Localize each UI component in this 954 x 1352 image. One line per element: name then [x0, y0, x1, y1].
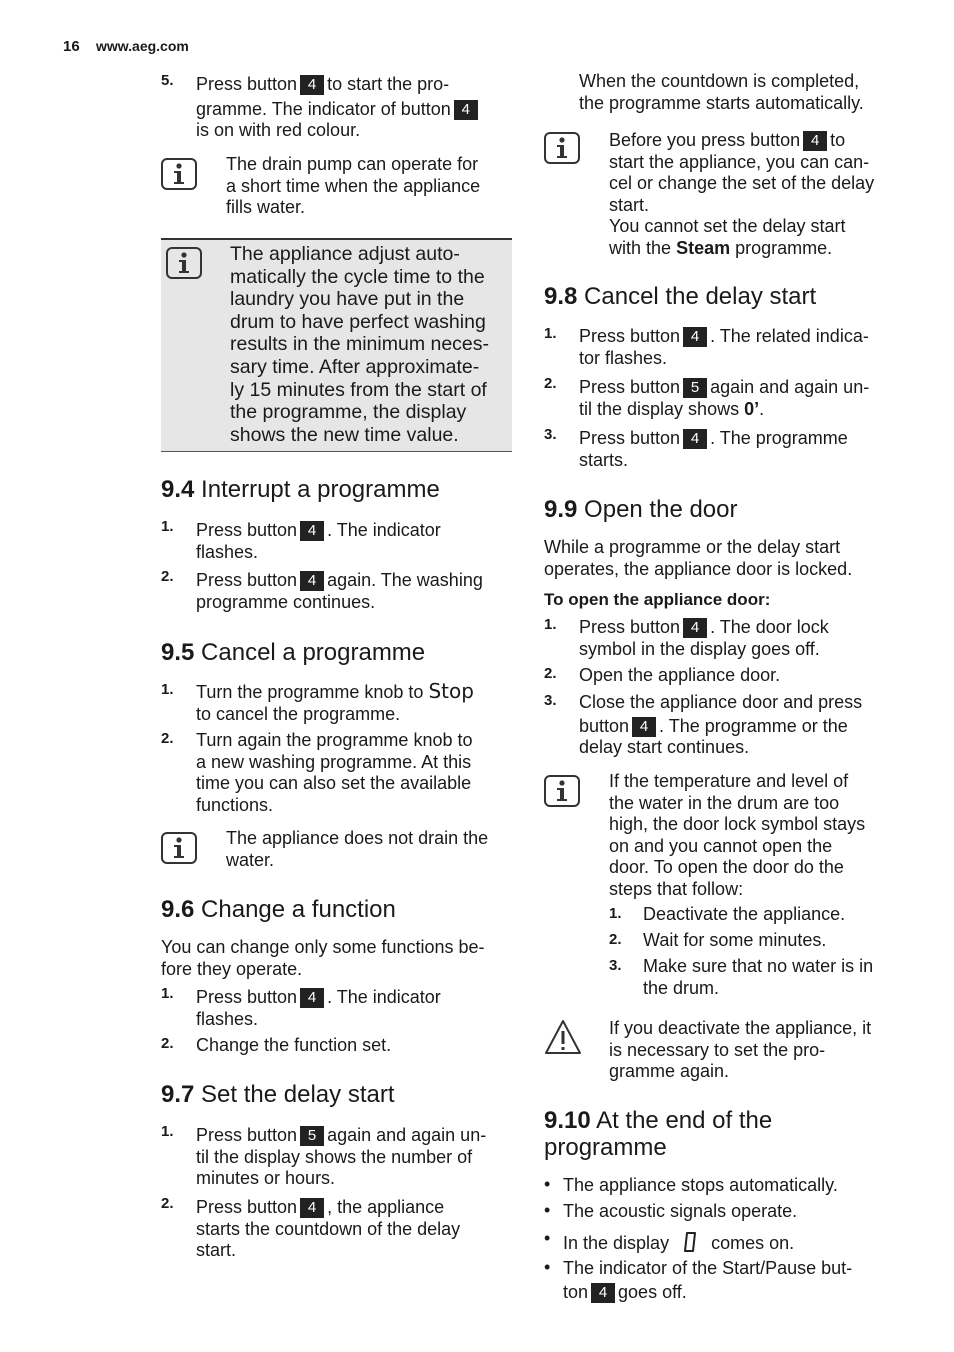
- button-badge: 4: [683, 618, 707, 638]
- info-note: The drain pump can operate for a short time when the appliance fills water.: [226, 154, 481, 217]
- button-badge: 4: [300, 75, 324, 95]
- info-icon: [161, 158, 197, 190]
- button-badge: 4: [803, 131, 827, 151]
- section-heading-9-8: 9.8 Cancel the delay start: [544, 283, 817, 310]
- paragraph: You can change only some functions be- fore they operate.: [161, 937, 485, 979]
- button-badge: 4: [300, 1198, 324, 1218]
- step-number: 2.: [161, 1195, 174, 1212]
- button-badge: 4: [300, 571, 324, 591]
- step-number: 2.: [544, 375, 557, 392]
- info-note: Before you press button 4 to start the appliance, you can can- cel or change the set of the delay start. You cannot set the delay start with the Steam programme.: [609, 130, 875, 258]
- section-heading-9-6: 9.6 Change a function: [161, 896, 396, 923]
- step-number: 5.: [161, 72, 174, 89]
- info-icon: [544, 775, 580, 807]
- step-text: Close the appliance door and press button 4 . The programme or the delay start continues.: [579, 692, 863, 757]
- subheading: To open the appliance door:: [544, 590, 771, 609]
- step-number: 1.: [544, 616, 557, 633]
- bullet: •: [544, 1228, 551, 1248]
- info-note: The appliance does not drain the water.: [226, 828, 489, 870]
- step-text: Wait for some minutes.: [643, 930, 827, 950]
- section-heading-9-4: 9.4 Interrupt a programme: [161, 476, 440, 503]
- page-number: 16: [63, 38, 80, 55]
- section-heading-9-10: 9.10 At the end of the programme: [544, 1107, 773, 1161]
- section-heading-9-5: 9.5 Cancel a programme: [161, 639, 426, 666]
- step-5-text: Press button 4 to start the pro- gramme. The indicator of button 4 is on with red colour.: [196, 74, 516, 142]
- warning-icon: [544, 1019, 582, 1060]
- step-number: 3.: [609, 957, 622, 974]
- button-badge: 4: [300, 988, 324, 1008]
- step-number: 1.: [544, 325, 557, 342]
- step-text: Press button 4 again. The washing programme continues.: [196, 570, 483, 612]
- step-text: Press button 4 . The indicator flashes.: [196, 987, 441, 1029]
- section-heading-9-7: 9.7 Set the delay start: [161, 1081, 395, 1108]
- step-number: 1.: [161, 1123, 174, 1140]
- step-text: Make sure that no water is in the drum.: [643, 956, 874, 998]
- step-number: 1.: [161, 985, 174, 1002]
- button-badge: 4: [683, 429, 707, 449]
- section-heading-9-9: 9.9 Open the door: [544, 496, 738, 523]
- info-icon: [161, 832, 197, 864]
- bullet-text: In the display comes on.: [563, 1231, 794, 1259]
- step-text: Press button 5 again and again un- til the display shows the number of minutes or hours.: [196, 1125, 487, 1188]
- step-number: 2.: [161, 568, 174, 585]
- button-badge: 5: [683, 378, 707, 398]
- door-lock-display-icon: [682, 1231, 698, 1259]
- step-text: Press button 4 , the appliance starts the countdown of the delay start.: [196, 1197, 461, 1260]
- step-number: 3.: [544, 426, 557, 443]
- step-text: Turn the programme knob to Stop to cancel the programme.: [196, 679, 474, 724]
- step-text: Press button 4 . The programme starts.: [579, 428, 848, 470]
- paragraph: While a programme or the delay start operates, the appliance door is locked.: [544, 537, 853, 579]
- button-badge: 4: [632, 717, 656, 737]
- step-number: 2.: [609, 931, 622, 948]
- bullet-text: The acoustic signals operate.: [563, 1201, 798, 1221]
- bullet: •: [544, 1257, 551, 1277]
- step-number: 1.: [609, 905, 622, 922]
- button-badge: 4: [591, 1283, 615, 1303]
- button-badge: 5: [300, 1126, 324, 1146]
- step-text: Turn again the programme knob to a new washing programme. At this time you can also set the available functions.: [196, 730, 473, 815]
- info-note: If the temperature and level of the water in the drum are too high, the door lock symbol stays on and you cannot open the door. To open the door do the steps that follow:: [609, 771, 866, 899]
- step-number: 2.: [161, 730, 174, 747]
- bullet: •: [544, 1200, 551, 1220]
- button-badge: 4: [300, 521, 324, 541]
- info-icon: [166, 247, 202, 279]
- button-badge: 4: [454, 100, 478, 120]
- step-text: Press button 4 . The door lock symbol in the display goes off.: [579, 617, 829, 659]
- step-number: 2.: [161, 1035, 174, 1052]
- shaded-info-text: The appliance adjust auto- matically the cycle time to the laundry you have put in the drum to have perfect washing results in the minimum neces- sary time. After approximate- ly 15 minutes from the start of the programme, the display shows the new time value.: [230, 243, 490, 446]
- bullet: •: [544, 1174, 551, 1194]
- bullet-text: The appliance stops automatically.: [563, 1175, 838, 1195]
- step-number: 3.: [544, 692, 557, 709]
- step-text: Press button 4 . The indicator flashes.: [196, 520, 441, 562]
- step-number: 2.: [544, 665, 557, 682]
- button-badge: 4: [683, 327, 707, 347]
- bullet-text: The indicator of the Start/Pause but- ton 4 goes off.: [563, 1258, 853, 1302]
- step-text: Deactivate the appliance.: [643, 904, 846, 924]
- paragraph: When the countdown is completed, the programme starts automatically.: [579, 71, 864, 113]
- site-url[interactable]: www.aeg.com: [96, 38, 189, 54]
- step-number: 1.: [161, 681, 174, 698]
- step-text: Open the appliance door.: [579, 665, 781, 685]
- stop-symbol: Stop: [428, 679, 474, 703]
- info-icon: [544, 132, 580, 164]
- step-number: 1.: [161, 518, 174, 535]
- step-text: Press button 5 again and again un- til the display shows 0’.: [579, 377, 870, 419]
- warning-note: If you deactivate the appliance, it is necessary to set the pro- gramme again.: [609, 1018, 872, 1081]
- step-text: Press button 4 . The related indica- tor flashes.: [579, 326, 869, 368]
- step-text: Change the function set.: [196, 1035, 392, 1055]
